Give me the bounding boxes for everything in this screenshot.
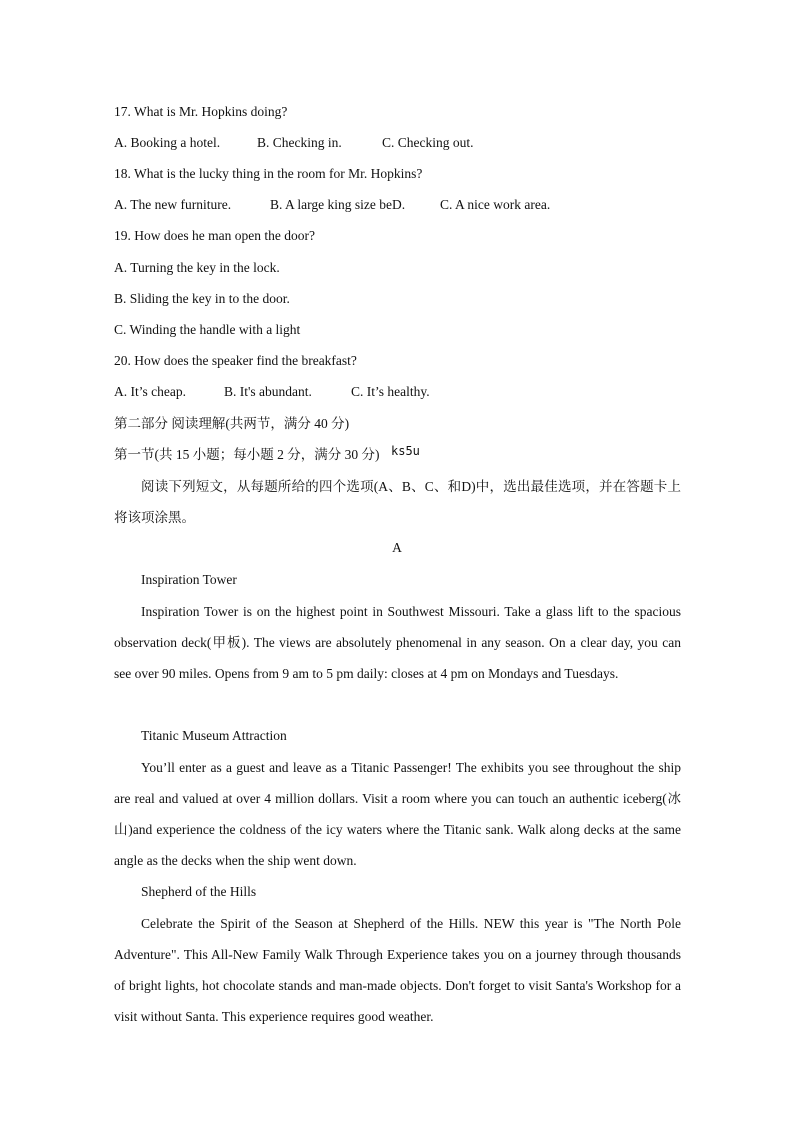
q20-option-b: B. It's abundant. [224, 384, 312, 399]
q17-option-b: B. Checking in. [257, 135, 342, 150]
q19-option-c: C. Winding the handle with a light [114, 322, 301, 337]
section-heading-shepherd: Shepherd of the Hills [141, 884, 257, 899]
q20-option-a: A. It’s cheap. [114, 384, 186, 399]
section-body-shepherd: Celebrate the Spirit of the Season at Shepherd of the Hills. NEW this year is "The North Pole Adventure". This All-New Family Walk Through Experience takes you on a journey through thousands of bright lights, hot chocolate stands and man-made objects. Don't forget to visit Santa's Workshop for a visit without Santa. This experience requires good weather. [114, 916, 681, 1024]
passage-letter: A [392, 540, 402, 555]
instruction-text: 阅读下列短文，从每题所给的四个选项(A、B、C、和D)中，选出最佳选项，并在答题卡上将该项涂黑。 [114, 479, 681, 525]
q19-option-b: B. Sliding the key in to the door. [114, 291, 290, 306]
q19-option-a: A. Turning the key in the lock. [114, 260, 280, 275]
q20-option-c: C. It’s healthy. [351, 384, 430, 399]
section-body-inspiration-tower: Inspiration Tower is on the highest point in Southwest Missouri. Take a glass lift to the spacious observation deck(甲板). The views are absolutely phenomenal in any season. On a clear day, you can see over 90 miles. Opens from 9 am to 5 pm daily: closes at 4 pm on Mondays and Tuesdays. [114, 604, 681, 681]
q17-option-a: A. Booking a hotel. [114, 135, 221, 150]
section-heading-titanic: Titanic Museum Attraction [141, 728, 287, 743]
q18-option-b: B. A large king size beD. [270, 197, 406, 212]
q18-option-a: A. The new furniture. [114, 197, 232, 212]
q17-option-c: C. Checking out. [382, 135, 474, 150]
question-19-stem: 19. How does he man open the door? [114, 228, 315, 243]
question-18-stem: 18. What is the lucky thing in the room for Mr. Hopkins? [114, 166, 423, 181]
question-20-stem: 20. How does the speaker find the breakfast? [114, 353, 357, 368]
part2-title: 第二部分 阅读理解(共两节，满分 40 分) [114, 416, 350, 431]
section1-title: 第一节(共 15 小题；每小题 2 分，满分 30 分) [114, 447, 380, 462]
q18-option-c: C. A nice work area. [440, 197, 551, 212]
watermark-mark: ks5u [391, 444, 420, 458]
question-17-stem: 17. What is Mr. Hopkins doing? [114, 104, 288, 119]
section-heading-inspiration-tower: Inspiration Tower [141, 572, 237, 587]
section-body-titanic: You’ll enter as a guest and leave as a Titanic Passenger! The exhibits you see throughout the ship are real and valued at over 4 million dollars. Visit a room where you can touch an authentic iceberg(冰山)and experience the coldness of the icy waters where the Titanic sank. Walk along decks at the same angle as the decks when the ship went down. [114, 760, 681, 868]
